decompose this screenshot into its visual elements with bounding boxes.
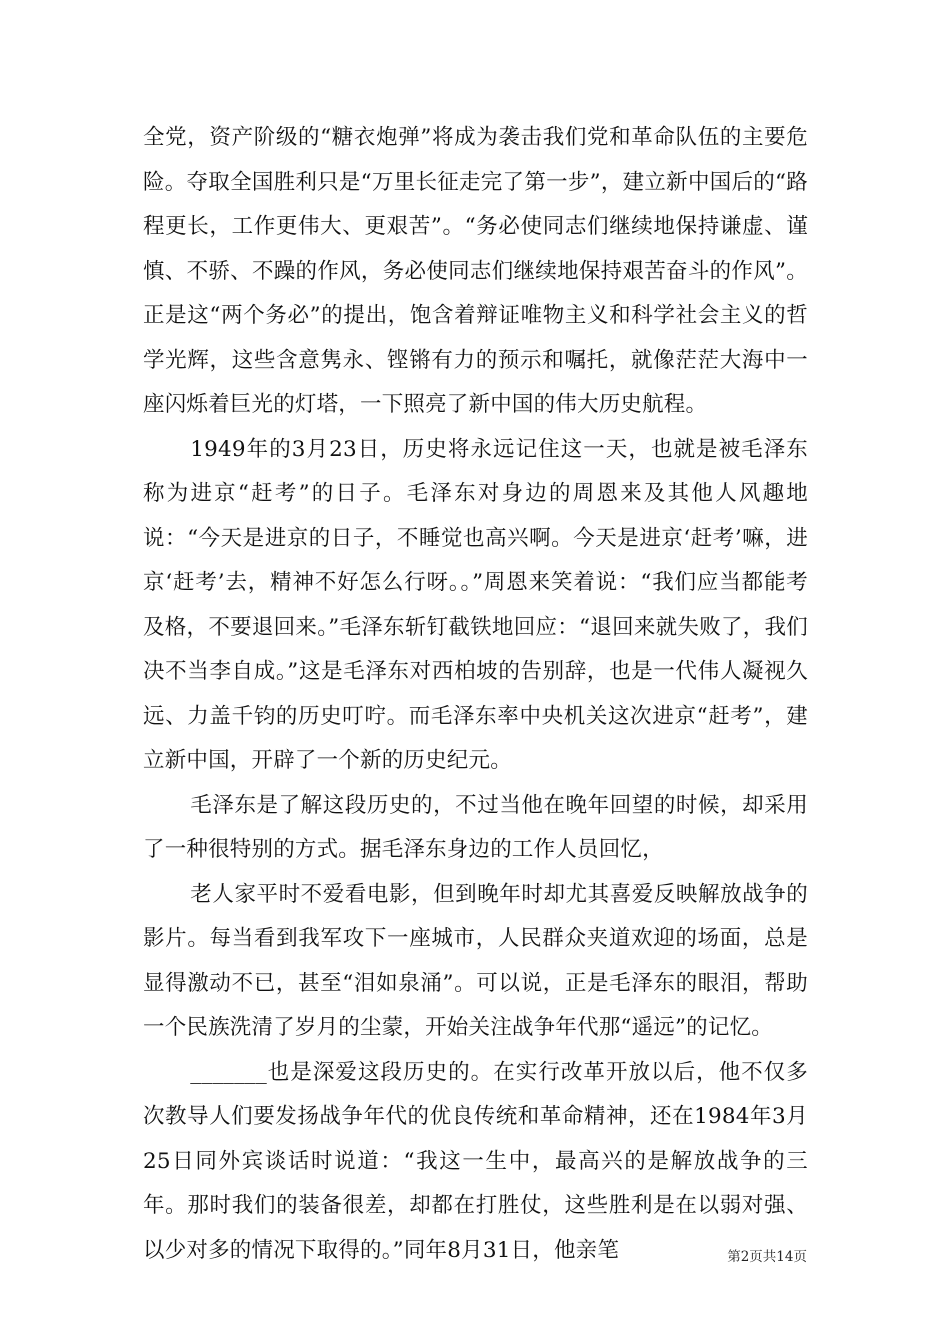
paragraph-4: 老人家平时不爱看电影，但到晚年时却尤其喜爱反映解放战争的影片。每当看到我军攻下一座城市，人民群众夹道欢迎的场面，总是显得激动不已，甚至“泪如泉涌”。可以说，正是毛泽东的眼泪，帮助一个民族洗清了岁月的尘蒙，开始关注战争年代那“遥远”的记忆。 bbox=[143, 881, 808, 1040]
paragraph-3: 毛泽东是了解这段历史的，不过当他在晚年回望的时候，却采用了一种很特别的方式。据毛泽东身边的工作人员回忆， bbox=[143, 792, 808, 862]
paragraph-1: 全党，资产阶级的“糖衣炮弹”将成为袭击我们党和革命队伍的主要危险。夺取全国胜利只是“万里长征走完了第一步”，建立新中国后的“路程更长，工作更伟大、更艰苦”。“务必使同志们继续地保持谦虚、谨慎、不骄、不躁的作风，务必使同志们继续地保持艰苦奋斗的作风”。正是这“两个务必”的提出，饱含着辩证唯物主义和科学社会主义的哲学光辉，这些含意隽永、铿锵有力的预示和嘱托，就像茫茫大海中一座闪烁着巨光的灯塔，一下照亮了新中国的伟大历史航程。 bbox=[143, 125, 808, 417]
page-number-footer: 第2页共14页 bbox=[727, 1249, 807, 1265]
paragraph-2: 1949年的3月23日，历史将永远记住这一天，也就是被毛泽东称为进京“赶考”的日子。毛泽东对身边的周恩来及其他人风趣地说：“今天是进京的日子，不睡觉也高兴啊。今天是进京‘赶考’嘛，进京‘赶考’去，精神不好怎么行呀。。”周恩来笑着说：“我们应当都能考及格，不要退回来。”毛泽东斩钉截铁地回应：“退回来就失败了，我们决不当李自成。”这是毛泽东对西柏坡的告别辞，也是一代伟人凝视久远、力盖千钧的历史叮咛。而毛泽东率中央机关这次进京“赶考”，建立新中国，开辟了一个新的历史纪元。 bbox=[143, 436, 808, 773]
paragraph-5: _______也是深爱这段历史的。在实行改革开放以后，他不仅多次教导人们要发扬战争年代的优良传统和革命精神，还在1984年3月25日同外宾谈话时说道：“我这一生中，最高兴的是解放战争的三年。那时我们的装备很差，却都在打胜仗，这些胜利是在以弱对强、以少对多的情况下取得的。”同年8月31日，他亲笔 bbox=[143, 1059, 808, 1263]
document-body bbox=[143, 116, 808, 1273]
